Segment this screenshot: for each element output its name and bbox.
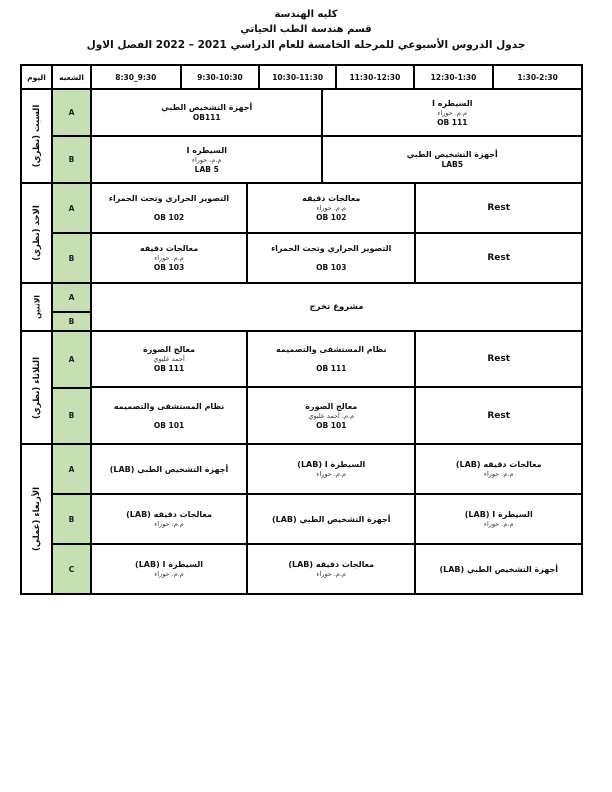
day-block-monday [22, 284, 581, 330]
document-header [0, 7, 612, 54]
room-code: OB 101 [316, 420, 347, 430]
section-badge-a: A [53, 332, 90, 387]
schedule-cell [248, 234, 414, 282]
course-name: السيطرة I‏ (LAB) [464, 510, 533, 519]
room-code: OB111 [192, 113, 221, 122]
section-badge-b: B [53, 234, 90, 282]
schedule-cell [248, 184, 414, 232]
course-name: أجهزة التشخيص الطبي [406, 150, 498, 159]
room-code: LAB5 [441, 160, 463, 169]
section-badge-b: B [53, 313, 90, 330]
course-name: معالجات دقيقه [139, 244, 199, 253]
header-time-1230-130: 12:30-1:30 [415, 66, 493, 88]
rest-label: Rest [487, 354, 511, 364]
day-cell-tuesday [22, 332, 51, 443]
day-label-saturday: السبت (نظري) [31, 104, 42, 168]
course-name: السيطرة I‏ (LAB) [135, 560, 203, 569]
schedule-cell [92, 388, 246, 443]
rest-label: Rest [487, 410, 511, 421]
course-name: نظام المستشفى والتصميمه [113, 401, 225, 411]
section-badge-c: C [53, 545, 90, 593]
course-name: معالجات دقيقه (LAB) [126, 510, 212, 519]
room-code: OB 111 [316, 364, 347, 373]
course-name: نظام المستشفى والتصميمه [276, 345, 387, 354]
day-block-sunday [22, 184, 581, 282]
instructor-name: م.م. حوراء [316, 570, 347, 578]
day-cell-wednesday [22, 445, 51, 593]
course-name: معالجات دقيقه (LAB) [455, 460, 542, 469]
day-cell-monday [22, 284, 51, 330]
course-name: السيطره I [432, 98, 473, 108]
schedule-title: جدول الدروس الأسبوعي للمرحله الخامسة للعام الدراسي 2021 – 2022 الفصل الاول [86, 39, 526, 51]
instructor-name: م.م. حوراء [483, 520, 514, 528]
room-code: OB 102 [153, 213, 185, 222]
schedule-cell [416, 445, 581, 493]
day-label-tuesday: الثلاثاء (نظري) [31, 356, 42, 419]
schedule-cell [416, 332, 581, 386]
schedule-row-sun-a [92, 184, 581, 232]
course-name: أجهزة التشخيص الطبي (LAB) [109, 464, 229, 474]
room-code: OB 101 [153, 420, 185, 430]
schedule-cell [92, 332, 246, 386]
header-time-130-230: 1:30-2:30 [494, 66, 581, 88]
schedule-cell [92, 495, 246, 543]
table-header-row [22, 66, 581, 88]
instructor-name: م.م. حوراء [437, 108, 468, 117]
rest-label: Rest [487, 253, 511, 263]
instructor-name: م.م. أحمد عليوي [308, 411, 355, 420]
room-code: OB 102 [316, 213, 347, 222]
room-code: OB 111 [153, 364, 185, 373]
section-badge-b: B [53, 137, 90, 182]
schedule-cell [92, 90, 321, 135]
day-block-saturday [22, 90, 581, 182]
instructor-name: م.م. حوراء [154, 520, 184, 528]
header-time-1030-1130: 10:30-11:30 [260, 66, 335, 88]
instructor-name: أحمد عليوي [153, 355, 185, 363]
course-name: أجهزة التشخيص الطبي (LAB) [271, 514, 391, 524]
instructor-name: م.م. حوراء [154, 254, 184, 262]
course-name: معالجات دقيقه (LAB) [288, 560, 375, 569]
schedule-row-tue-a [92, 332, 581, 386]
schedule-row-tue-b [92, 388, 581, 443]
course-name: التصوير الحراري وتحت الحمراء [271, 244, 392, 253]
day-label-sunday: الاحد (نظري) [31, 205, 42, 261]
schedule-row-wed-b [92, 495, 581, 543]
schedule-cell [92, 137, 321, 182]
schedule-row-sun-b [92, 234, 581, 282]
section-badge-a: A [53, 445, 90, 493]
schedule-cell [248, 445, 414, 493]
schedule-row-sat-b [92, 137, 581, 182]
schedule-cell [92, 284, 581, 330]
course-name: السيطره I [186, 145, 227, 155]
schedule-row-wed-c [92, 545, 581, 593]
day-block-tuesday [22, 332, 581, 443]
schedule-row-mon [92, 284, 581, 330]
course-name: أجهزة التشخيص الطبي (LAB) [439, 564, 558, 574]
schedule-cell [92, 445, 246, 493]
schedule-cell [416, 234, 581, 282]
day-cell-saturday [22, 90, 51, 182]
schedule-cell [92, 545, 246, 593]
schedule-cell [416, 184, 581, 232]
instructor-name: م.م. حوراء [316, 204, 347, 212]
instructor-name: م.م. حوراء [316, 470, 347, 478]
course-name: معالجات دقيقه [302, 194, 361, 203]
weekly-schedule-table [20, 64, 583, 595]
schedule-cell [248, 332, 414, 386]
department-title: قسم هندسة الطب الحياتي [240, 24, 372, 35]
day-label-wednesday: الأربعاء (عملي) [31, 487, 42, 551]
schedule-cell [92, 184, 246, 232]
college-title: كليه الهندسة [274, 9, 338, 20]
section-badge-b: B [53, 495, 90, 543]
room-code: OB 111 [437, 117, 468, 127]
instructor-name: م.م. حوراء [191, 155, 222, 164]
schedule-cell [416, 495, 581, 543]
schedule-cell [248, 495, 414, 543]
header-section: الشعبه [53, 66, 90, 88]
section-column-saturday [53, 90, 90, 182]
course-name: التصوير الحراري وتحت الحمراء [108, 194, 230, 203]
day-cell-sunday [22, 184, 51, 282]
section-column-wednesday [53, 445, 90, 593]
schedule-row-wed-a [92, 445, 581, 493]
room-code: LAB 5 [194, 164, 219, 174]
header-time-830-930: 8:30_9:30 [92, 66, 180, 88]
section-column-monday [53, 284, 90, 330]
schedule-cell [248, 388, 414, 443]
course-name: معالج الصورة [305, 401, 358, 411]
schedule-cell [323, 90, 581, 135]
room-code: OB 103 [316, 263, 347, 272]
room-code: OB 103 [153, 263, 185, 272]
schedule-cell [323, 137, 581, 182]
section-column-sunday [53, 184, 90, 282]
instructor-name: م.م. حوراء [154, 570, 184, 578]
section-column-tuesday [53, 332, 90, 443]
section-badge-a: A [53, 284, 90, 311]
course-name: معالج الصورة [143, 345, 196, 354]
course-name: السيطرة I‏ (LAB) [297, 460, 366, 469]
schedule-cell [248, 545, 414, 593]
section-badge-b: B [53, 389, 90, 444]
section-badge-a: A [53, 90, 90, 135]
day-block-wednesday [22, 445, 581, 593]
section-badge-a: A [53, 184, 90, 232]
instructor-name: م.م. حوراء [483, 470, 514, 478]
course-name: أجهزة التشخيص الطبي [161, 103, 253, 112]
schedule-cell [92, 234, 246, 282]
header-time-1130-1230: 11:30-12:30 [337, 66, 413, 88]
header-time-930-1030: 9:30-10:30 [182, 66, 259, 88]
rest-label: Rest [487, 203, 511, 213]
graduation-project-label: مشروع تخرج [309, 302, 364, 312]
day-label-monday: الاثنين [32, 295, 41, 319]
schedule-cell [416, 545, 581, 593]
header-day: اليوم [22, 66, 51, 88]
schedule-cell [416, 388, 581, 443]
schedule-row-sat-a [92, 90, 581, 135]
